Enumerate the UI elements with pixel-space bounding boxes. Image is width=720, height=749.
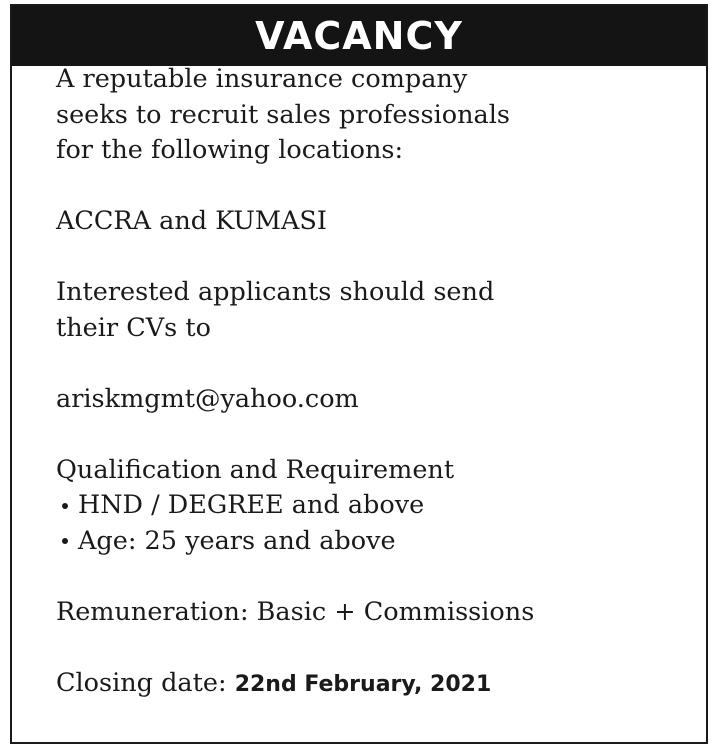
bullet-icon	[62, 538, 68, 544]
intro-line-1: A reputable insurance company	[56, 64, 468, 94]
qualification-heading: Qualification and Requirement	[56, 454, 455, 485]
header-bar	[12, 6, 706, 66]
locations: ACCRA and KUMASI	[56, 206, 327, 236]
advert-body	[56, 62, 686, 702]
qualification-item: HND / DEGREE and above	[78, 490, 425, 520]
closing-line	[56, 666, 686, 703]
intro-line-2: seeks to recruit sales professionals	[56, 99, 510, 130]
closing-date: 22nd February, 2021	[234, 671, 492, 697]
qualification-list	[56, 488, 686, 559]
apply-line-2: their CVs to	[56, 312, 211, 343]
remuneration: Remuneration: Basic + Commissions	[56, 596, 535, 627]
age-requirement: Age: 25 years and above	[78, 525, 396, 556]
apply-line-1: Interested applicants should send	[56, 277, 495, 307]
closing-label: Closing date:	[56, 667, 227, 698]
contact-email: ariskmgmt@yahoo.com	[56, 383, 359, 414]
bullet-icon	[62, 503, 68, 509]
list-item	[56, 488, 686, 524]
vacancy-title: VACANCY	[255, 14, 463, 58]
list-item	[56, 524, 686, 560]
intro-line-3: for the following locations:	[56, 135, 404, 165]
